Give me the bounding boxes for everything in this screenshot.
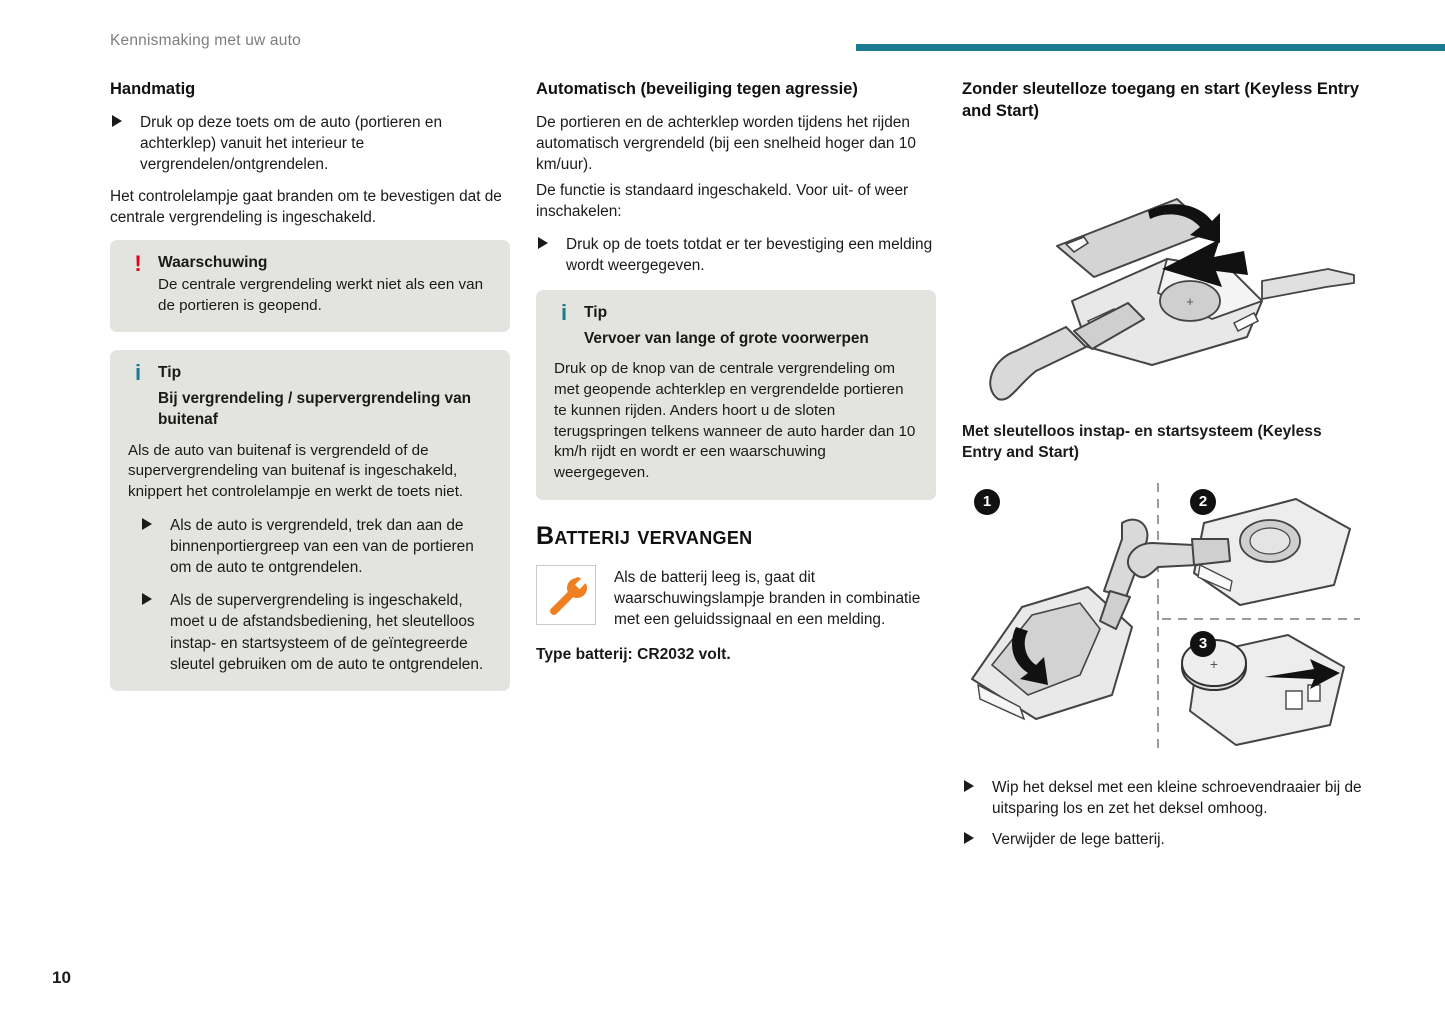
warning-callout xyxy=(110,240,510,333)
paragraph-auto-lock: De portieren en de achterklep worden tijdens het rijden automatisch vergrendeld (bij een snelheid hoger dan 10 km/uur). xyxy=(536,114,916,174)
page-header xyxy=(0,0,1445,56)
list-item xyxy=(536,234,936,276)
list-item-text: Als de supervergrendeling is ingeschakeld, moet u de afstandsbediening, het sleutelloos instap- en startsysteem of de geïntegreerde sleutel gebruiken om de auto te ontgrendelen. xyxy=(170,592,484,673)
step-number-1: 1 xyxy=(974,489,1000,515)
list-item xyxy=(962,829,1362,850)
figure-key-without-keyless xyxy=(962,151,1362,411)
battery-warning-note xyxy=(536,565,936,630)
figure-caption-keyless: Met sleutelloos instap- en startsysteem (Keyless Entry and Start) xyxy=(962,422,1322,461)
section-title-batterij: Batterij vervangen xyxy=(536,521,753,550)
column-right xyxy=(962,78,1362,860)
warning-callout-body: De centrale vergrendeling werkt niet als een van de portieren is geopend. xyxy=(158,275,484,314)
figure-battery-steps xyxy=(962,479,1362,759)
header-rule xyxy=(856,44,1445,51)
tip-callout-body: Als de auto van buitenaf is vergrendeld of de supervergrendeling van buitenaf is ingeschakeld, knippert het controlelampje en werkt de toets niet. xyxy=(128,441,464,501)
tip-callout-subtitle: Vervoer van lange of grote voorwerpen xyxy=(584,329,869,347)
triangle-bullet-icon xyxy=(964,832,974,844)
triangle-bullet-icon xyxy=(142,593,152,605)
tip-callout-header xyxy=(128,360,492,386)
triangle-bullet-icon xyxy=(142,518,152,530)
info-icon: i xyxy=(560,299,568,325)
list-item xyxy=(128,515,492,578)
wrench-icon xyxy=(536,565,596,625)
list-item xyxy=(962,777,1362,819)
triangle-bullet-icon xyxy=(538,237,548,249)
battery-warning-text: Als de batterij leeg is, gaat dit waarschuwingslampje branden in combinatie met een geluidssignaal en een melding. xyxy=(614,568,921,629)
heading-zonder-keyless: Zonder sleutelloze toegang en start (Keyless Entry and Start) xyxy=(962,80,1360,121)
svg-text:+: + xyxy=(1209,655,1219,672)
list-item xyxy=(110,112,510,175)
page-number: 10 xyxy=(52,968,71,987)
tip-callout-left xyxy=(110,350,510,690)
triangle-bullet-icon xyxy=(112,115,122,127)
exclamation-icon: ! xyxy=(134,250,142,276)
list-item-text: Druk op deze toets om de auto (portieren en achterklep) vanuit het interieur te vergrendelen/ontgrendelen. xyxy=(140,114,443,174)
list-item xyxy=(128,590,492,674)
tip-callout-middle xyxy=(536,290,936,500)
tip-callout-title: Tip xyxy=(584,303,608,321)
svg-text:+: + xyxy=(1186,293,1194,309)
info-icon: i xyxy=(134,360,142,386)
paragraph-enable-disable: De functie is standaard ingeschakeld. Voor uit- of weer inschakelen: xyxy=(536,181,909,220)
warning-callout-title: Waarschuwing xyxy=(158,253,268,271)
chapter-title: Kennismaking met uw auto xyxy=(110,32,301,49)
list-item-text: Verwijder de lege batterij. xyxy=(992,830,1165,848)
triangle-bullet-icon xyxy=(964,780,974,792)
tip-callout-subtitle: Bij vergrendeling / supervergrendeling van buitenaf xyxy=(158,390,472,429)
heading-handmatig: Handmatig xyxy=(110,80,196,98)
tip-callout-title: Tip xyxy=(158,364,182,382)
warning-callout-header xyxy=(128,250,492,276)
column-middle xyxy=(536,78,936,664)
heading-automatisch: Automatisch (beveiliging tegen agressie) xyxy=(536,80,858,98)
list-item-text: Wip het deksel met een kleine schroevendraaier bij de uitsparing los en zet het deksel omhoog. xyxy=(992,778,1362,817)
tip-callout-body: Druk op de knop van de centrale vergrendeling om met geopende achterklep en vergrendelde portieren te kunnen rijden. Anders hoort u de sloten terugspringen telkens wanneer de auto harder dan 10 km/h rijdt en wordt er een waarschuwing weergegeven. xyxy=(554,360,916,482)
battery-type-text: Type batterij: CR2032 volt. xyxy=(536,646,731,664)
column-left xyxy=(110,78,510,709)
step-number-3: 3 xyxy=(1190,631,1216,657)
list-item-text: Als de auto is vergrendeld, trek dan aan de binnenportiergreep van een van de portieren om de auto te ontgrendelen. xyxy=(170,517,474,577)
step-number-2: 2 xyxy=(1190,489,1216,515)
tip-callout-header xyxy=(554,299,918,325)
list-item-text: Druk op de toets totdat er ter bevestiging een melding wordt weergegeven. xyxy=(566,235,933,274)
paragraph-controlelampje: Het controlelampje gaat branden om te bevestigen dat de centrale vergrendeling is ingeschakeld. xyxy=(110,187,502,226)
